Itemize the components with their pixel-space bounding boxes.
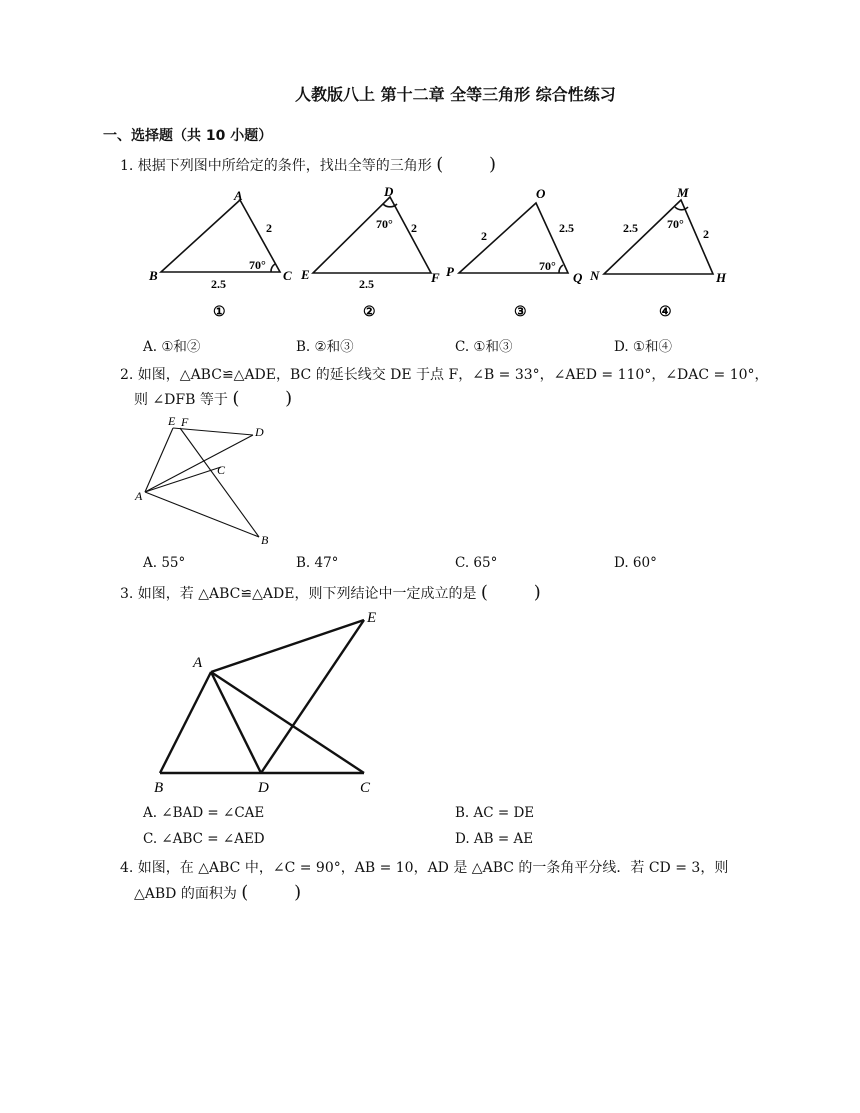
side-label: 2.5 xyxy=(623,221,638,235)
side-label: 2 xyxy=(481,229,487,243)
question-1-text: 1. 根据下列图中所给定的条件，找出全等的三角形 xyxy=(120,158,432,174)
question-3-figure xyxy=(150,605,390,800)
option-d[interactable]: D. 60° xyxy=(614,555,657,571)
vertex-label: A xyxy=(234,188,243,203)
question-4-stem-line1: 4. 如图，在 △ABC 中，∠C = 90°，AB = 10，AD 是 △ABC 的一条角平分线．若 CD = 3，则 xyxy=(120,860,729,876)
point-label: C xyxy=(217,463,226,477)
option-b[interactable]: B. ②和③ xyxy=(296,339,354,355)
answer-paren: ( ) xyxy=(232,388,293,409)
angle-label: 70° xyxy=(667,217,684,231)
vertex-label: C xyxy=(283,268,292,283)
question-4-text: △ABD 的面积为 xyxy=(134,886,237,902)
question-2-stem-line1: 2. 如图，△ABC≌△ADE，BC 的延长线交 DE 于点 F，∠B = 33°，∠AED = 110°，∠DAC = 10°， xyxy=(120,367,769,383)
answer-paren: ( ) xyxy=(436,154,497,175)
answer-paren: ( ) xyxy=(480,582,541,603)
vertex-label: P xyxy=(446,264,454,279)
angle-label: 70° xyxy=(249,258,266,272)
side-label: 2.5 xyxy=(211,277,226,291)
question-1-figure xyxy=(143,182,735,320)
question-3-text: 3. 如图，若 △ABC≌△ADE，则下列结论中一定成立的是 xyxy=(120,586,477,602)
question-3-stem xyxy=(120,582,541,603)
vertex-label: Q xyxy=(573,270,583,285)
figure-index: ② xyxy=(363,305,376,320)
option-a[interactable]: A. ∠BAD = ∠CAE xyxy=(143,805,265,821)
point-label: B xyxy=(154,780,164,796)
option-d[interactable]: D. AB = AE xyxy=(455,831,534,847)
vertex-label: N xyxy=(590,268,600,283)
figure-index: ③ xyxy=(514,305,527,320)
angle-label: 70° xyxy=(539,259,556,273)
question-1-stem xyxy=(120,154,496,175)
side-label: 2.5 xyxy=(559,221,574,235)
point-label: A xyxy=(135,489,143,503)
option-b[interactable]: B. AC = DE xyxy=(455,805,535,821)
option-c[interactable]: C. ∠ABC = ∠AED xyxy=(143,831,265,847)
vertex-label: D xyxy=(384,184,394,199)
point-label: D xyxy=(255,425,264,439)
vertex-label: M xyxy=(677,185,689,200)
answer-paren: ( ) xyxy=(241,882,302,903)
point-label: A xyxy=(193,655,203,671)
option-a[interactable]: A. ①和② xyxy=(143,339,201,355)
point-label: D xyxy=(258,780,269,796)
side-label: 2 xyxy=(703,227,709,241)
vertex-label: B xyxy=(149,268,158,283)
vertex-label: E xyxy=(301,267,310,282)
option-c[interactable]: C. ①和③ xyxy=(455,339,513,355)
side-label: 2 xyxy=(266,221,272,235)
page-title: 人教版八上 第十二章 全等三角形 综合性练习 xyxy=(295,85,616,104)
question-4-stem-line2 xyxy=(134,882,301,903)
option-b[interactable]: B. 47° xyxy=(296,555,339,571)
figure-index: ④ xyxy=(659,305,672,320)
point-label: C xyxy=(360,780,371,796)
point-label: B xyxy=(261,533,269,547)
point-label: E xyxy=(168,414,176,428)
vertex-label: O xyxy=(536,186,546,201)
vertex-label: F xyxy=(431,270,440,285)
figure-index: ① xyxy=(213,305,226,320)
question-2-stem-line2 xyxy=(134,388,292,409)
angle-label: 70° xyxy=(376,217,393,231)
option-a[interactable]: A. 55° xyxy=(143,555,186,571)
side-label: 2.5 xyxy=(359,277,374,291)
side-label: 2 xyxy=(411,221,417,235)
question-2-text: 则 ∠DFB 等于 xyxy=(134,392,228,408)
option-d[interactable]: D. ①和④ xyxy=(614,339,673,355)
point-label: F xyxy=(181,415,189,429)
option-c[interactable]: C. 65° xyxy=(455,555,498,571)
vertex-label: H xyxy=(716,270,727,285)
point-label: E xyxy=(367,610,377,626)
section-heading: 一、选择题（共 10 小题） xyxy=(103,128,273,144)
question-2-figure xyxy=(130,410,280,550)
